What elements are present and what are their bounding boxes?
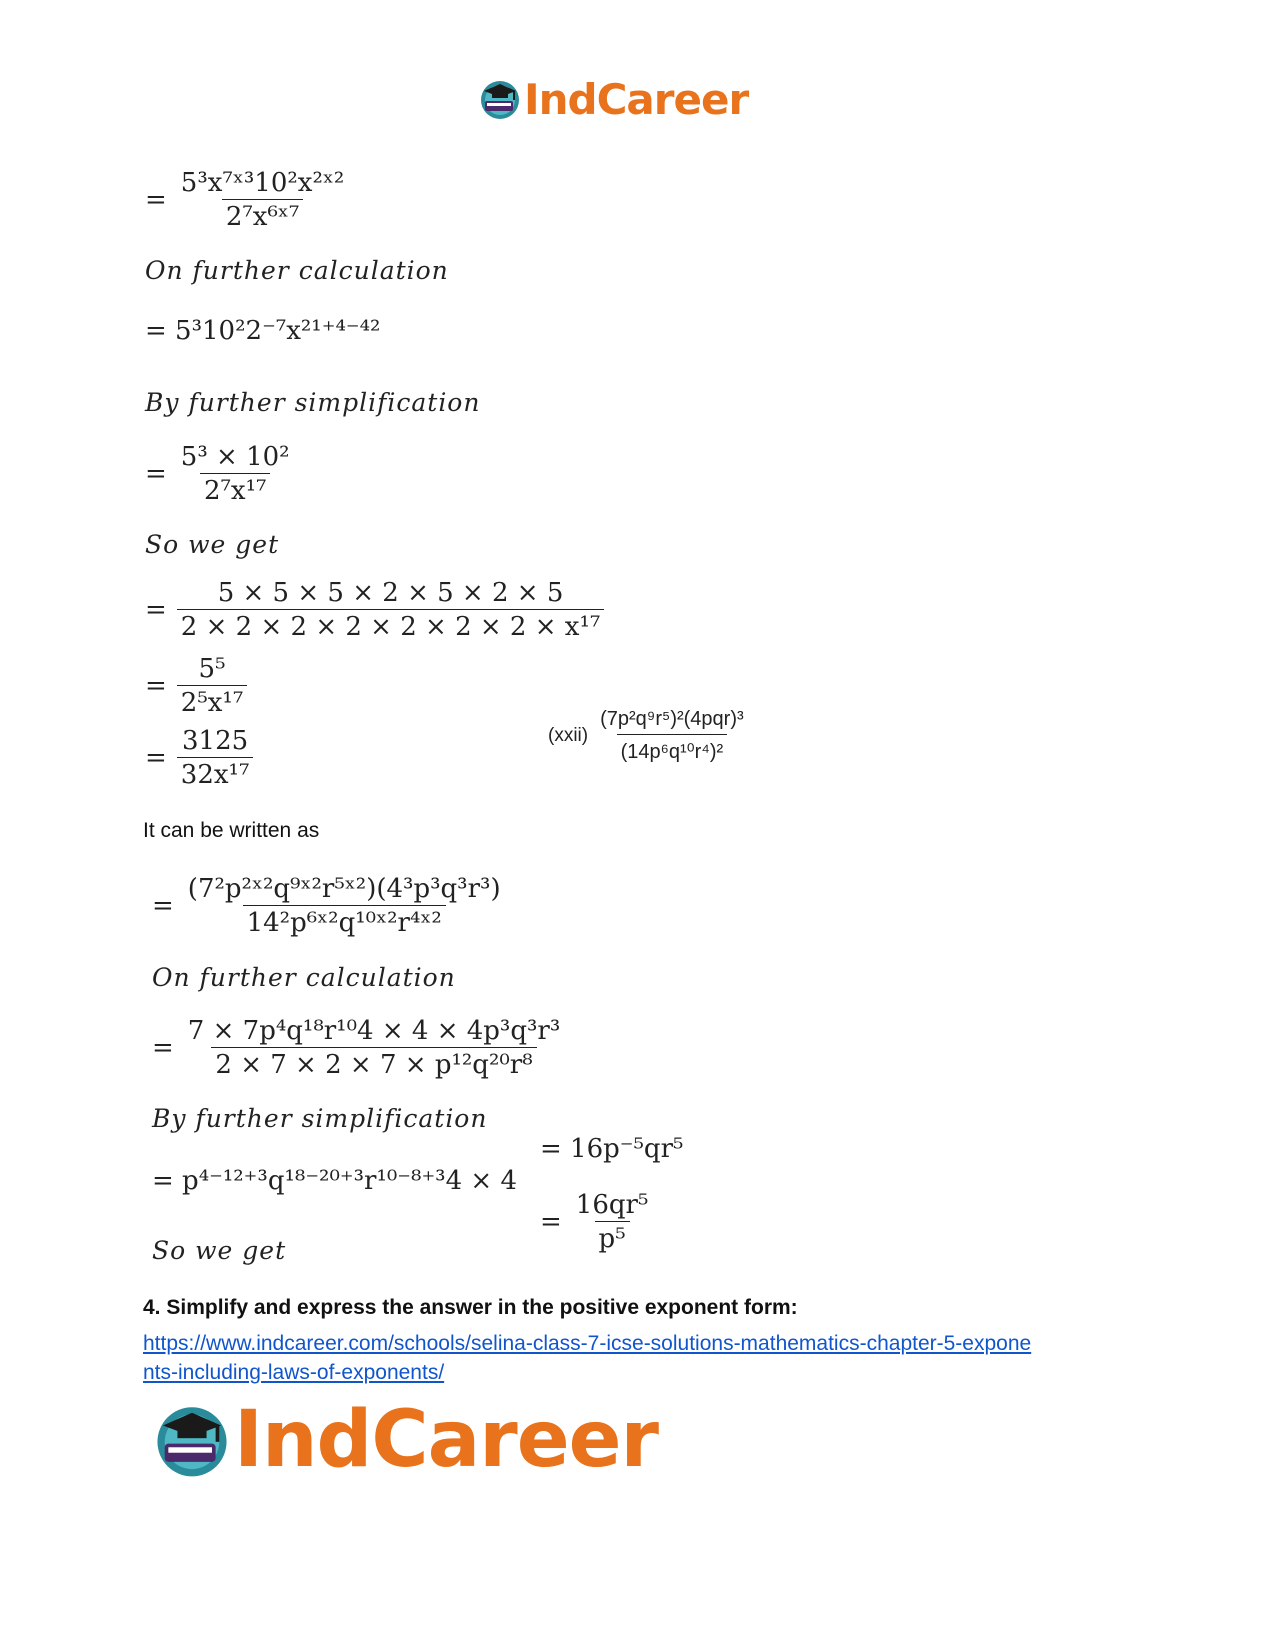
denominator: 2⁵x¹⁷ bbox=[177, 685, 247, 716]
numerator: 5⁵ bbox=[198, 654, 226, 684]
section-heading: 4. Simplify and express the answer in the positive exponent form: bbox=[143, 1296, 798, 1319]
part2-step2 bbox=[152, 1018, 564, 1078]
fraction bbox=[177, 580, 605, 640]
denominator: 2 × 7 × 2 × 7 × p¹²q²⁰r⁸ bbox=[211, 1047, 536, 1078]
denominator: 2⁷x⁶ˣ⁷ bbox=[222, 199, 304, 230]
part2-step4: = 16p⁻⁵qr⁵ bbox=[540, 1134, 684, 1164]
denominator: 2 × 2 × 2 × 2 × 2 × 2 × 2 × x¹⁷ bbox=[177, 609, 605, 640]
part2-step5 bbox=[540, 1192, 652, 1252]
equals-sign: = bbox=[145, 595, 167, 625]
question-xxii bbox=[548, 708, 748, 764]
fraction bbox=[184, 876, 505, 936]
part1-step5 bbox=[145, 656, 247, 716]
source-link-line-1[interactable]: https://www.indcareer.com/schools/selina-class-7-icse-solutions-mathematics-chapter-5-expone bbox=[143, 1332, 1032, 1355]
fraction bbox=[177, 444, 294, 504]
question-fraction bbox=[596, 708, 748, 764]
part2-step3: = p⁴⁻¹²⁺³q¹⁸⁻²⁰⁺³r¹⁰⁻⁸⁺³4 × 4 bbox=[152, 1166, 518, 1196]
source-link[interactable] bbox=[143, 1329, 1143, 1387]
fraction bbox=[177, 170, 349, 230]
question-number: (xxii) bbox=[548, 725, 589, 746]
fraction bbox=[572, 1192, 653, 1252]
part2-label-calculation: On further calculation bbox=[152, 963, 456, 992]
numerator: 5³ × 10² bbox=[180, 442, 290, 472]
denominator: p⁵ bbox=[595, 1221, 630, 1252]
fraction bbox=[177, 728, 254, 788]
graduation-cap-book-globe-icon bbox=[152, 1400, 232, 1480]
part1-label-simplification: By further simplification bbox=[145, 388, 481, 417]
part1-step2: = 5³10²2⁻⁷x²¹⁺⁴⁻⁴² bbox=[145, 316, 381, 346]
denominator: 2⁷x¹⁷ bbox=[200, 473, 270, 504]
part2-label-simplification: By further simplification bbox=[152, 1104, 488, 1133]
part2-label-so-we-get: So we get bbox=[152, 1236, 287, 1265]
equals-sign: = bbox=[145, 743, 167, 773]
numerator: (7²p²ˣ²q⁹ˣ²r⁵ˣ²)(4³p³q³r³) bbox=[187, 874, 501, 904]
equals-sign: = bbox=[540, 1207, 562, 1237]
denominator: 32x¹⁷ bbox=[177, 757, 254, 788]
equals-sign: = bbox=[152, 1033, 174, 1063]
logo-text: IndCareer bbox=[524, 74, 749, 124]
equals-sign: = bbox=[152, 891, 174, 921]
footer-logo bbox=[152, 1395, 658, 1485]
part1-step4 bbox=[145, 580, 604, 640]
part1-label-calculation: On further calculation bbox=[145, 256, 449, 285]
denominator: 14²p⁶ˣ²q¹⁰ˣ²r⁴ˣ² bbox=[243, 905, 446, 936]
fraction bbox=[177, 656, 247, 716]
question-numerator: (7p²q⁹r⁵)²(4pqr)³ bbox=[600, 708, 744, 730]
part1-step1 bbox=[145, 170, 348, 230]
equals-sign: = bbox=[145, 671, 167, 701]
intro-text: It can be written as bbox=[143, 819, 320, 842]
equals-sign: = bbox=[145, 185, 167, 215]
header-logo bbox=[478, 74, 748, 124]
graduation-cap-book-globe-icon bbox=[478, 77, 522, 121]
question-denominator: (14p⁶q¹⁰r⁴)² bbox=[617, 734, 728, 764]
fraction bbox=[184, 1018, 564, 1078]
equals-sign: = bbox=[145, 459, 167, 489]
part2-step1 bbox=[152, 876, 505, 936]
numerator: 16qr⁵ bbox=[575, 1190, 649, 1220]
numerator: 7 × 7p⁴q¹⁸r¹⁰4 × 4 × 4p³q³r³ bbox=[187, 1016, 561, 1046]
footer-logo-text: IndCareer bbox=[234, 1395, 658, 1485]
numerator: 5 × 5 × 5 × 2 × 5 × 2 × 5 bbox=[217, 578, 564, 608]
numerator: 5³x⁷ˣ³10²x²ˣ² bbox=[180, 168, 345, 198]
part1-step6 bbox=[145, 728, 253, 788]
part1-label-so-we-get: So we get bbox=[145, 530, 280, 559]
source-link-line-2[interactable]: nts-including-laws-of-exponents/ bbox=[143, 1361, 445, 1384]
numerator: 3125 bbox=[182, 726, 249, 756]
part1-step3 bbox=[145, 444, 294, 504]
